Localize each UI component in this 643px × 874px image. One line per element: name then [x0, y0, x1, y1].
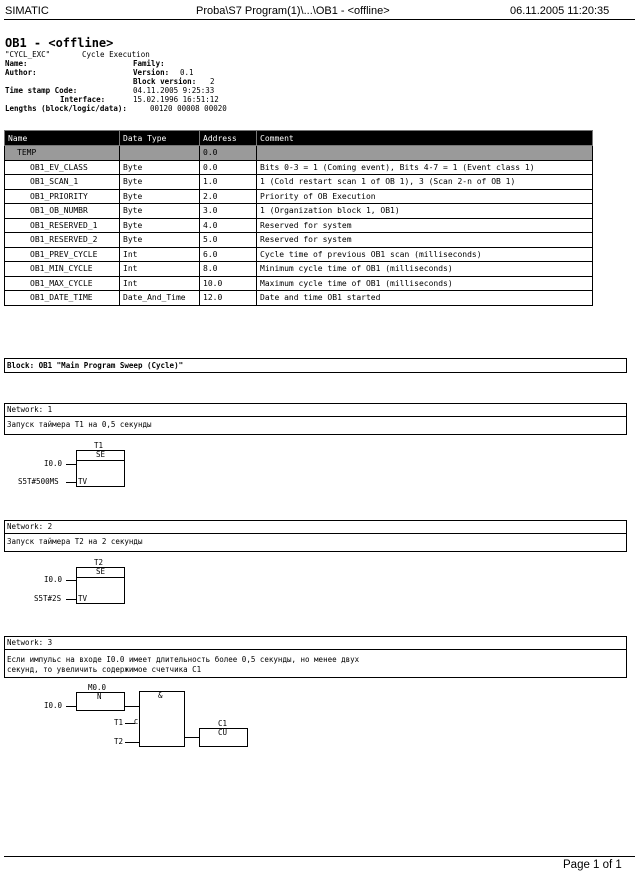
page-number: Page 1 of 1: [563, 859, 622, 871]
var-address: 3.0: [200, 204, 257, 219]
edge-type: N: [97, 692, 102, 701]
var-address: 0.0: [200, 160, 257, 175]
block-title: OB1 - <offline>: [5, 36, 114, 50]
version-value: 0.1: [180, 68, 194, 77]
var-comment: Maximum cycle time of OB1 (milliseconds): [257, 276, 593, 291]
block-version-label: Block version:: [133, 77, 197, 86]
table-row: [5, 247, 593, 262]
table-row: [5, 189, 593, 204]
network-2-comment: Запуск таймера Т2 на 2 секунды: [4, 534, 627, 552]
col-comment: Comment: [257, 131, 593, 146]
var-address: 4.0: [200, 218, 257, 233]
interface-label: Interface:: [60, 95, 106, 104]
name-label: Name:: [5, 59, 28, 68]
var-address: 5.0: [200, 233, 257, 248]
var-address: 1.0: [200, 175, 257, 190]
header-datetime: 06.11.2005 11:20:35: [510, 5, 610, 17]
network-3-input-wire: [66, 706, 76, 707]
table-row: [5, 175, 593, 190]
var-comment: Minimum cycle time of OB1 (milliseconds): [257, 262, 593, 277]
table-row: [5, 233, 593, 248]
table-row: [5, 204, 593, 219]
var-name: OB1_RESERVED_2: [5, 233, 120, 248]
lengths-label: Lengths (block/logic/data):: [5, 104, 127, 113]
var-type: Byte: [120, 160, 200, 175]
interface-timestamp: 15.02.1996 16:51:12: [133, 95, 219, 104]
negation-mark: C: [134, 718, 139, 726]
var-address: 2.0: [200, 189, 257, 204]
network-1-label: Network: 1: [4, 403, 627, 417]
temp-row: [5, 146, 593, 161]
edge-address: M0.0: [88, 683, 107, 692]
family-label: Family:: [133, 59, 165, 68]
col-address: Address: [200, 131, 257, 146]
table-row: [5, 276, 593, 291]
network-1-comment: Запуск таймера Т1 на 0,5 секунды: [4, 417, 627, 435]
var-type: Byte: [120, 175, 200, 190]
var-type: Byte: [120, 218, 200, 233]
version-label: Version:: [133, 68, 170, 77]
var-comment: Bits 0-3 = 1 (Coming event), Bits 4-7 = 1 (Event class 1): [257, 160, 593, 175]
var-type: Int: [120, 247, 200, 262]
var-comment: 1 (Organization block 1, OB1): [257, 204, 593, 219]
network-2-label: Network: 2: [4, 520, 627, 534]
counter-pin: CU: [218, 728, 228, 737]
var-address: 10.0: [200, 276, 257, 291]
var-name: OB1_PRIORITY: [5, 189, 120, 204]
var-type: Date_And_Time: [120, 291, 200, 306]
declaration-table: [4, 130, 593, 306]
var-type: Byte: [120, 189, 200, 204]
var-name: OB1_MIN_CYCLE: [5, 262, 120, 277]
var-name: OB1_OB_NUMBR: [5, 204, 120, 219]
and-output-wire: [185, 737, 199, 738]
and-input-t2-wire: [125, 742, 139, 743]
block-symbol: "CYCL_EXC": [5, 50, 51, 59]
table-row: [5, 262, 593, 277]
var-comment: Reserved for system: [257, 218, 593, 233]
var-name: OB1_RESERVED_1: [5, 218, 120, 233]
var-name: OB1_EV_CLASS: [5, 160, 120, 175]
timer-t2-input: I0.0: [44, 575, 63, 584]
timer-t2-divider: [76, 577, 125, 578]
header-path: Proba\S7 Program(1)\...\OB1 - <offline>: [196, 5, 390, 17]
timer-t2-name: T2: [94, 558, 104, 567]
block-line: Block: OB1 "Main Program Sweep (Cycle)": [4, 358, 627, 373]
var-name: OB1_PREV_CYCLE: [5, 247, 120, 262]
temp-label: TEMP: [5, 146, 120, 161]
var-address: 8.0: [200, 262, 257, 277]
table-header-row: [5, 131, 593, 146]
temp-address: 0.0: [200, 146, 257, 161]
timer-t2-tv-value: S5T#2S: [34, 594, 62, 603]
var-type: Int: [120, 262, 200, 277]
author-label: Author:: [5, 68, 37, 77]
timer-t1-input-wire: [66, 464, 76, 465]
var-address: 12.0: [200, 291, 257, 306]
var-comment: 1 (Cold restart scan 1 of OB 1), 3 (Scan 2-n of OB 1): [257, 175, 593, 190]
timer-t1-divider: [76, 460, 125, 461]
var-name: OB1_MAX_CYCLE: [5, 276, 120, 291]
and-input-t2: T2: [114, 737, 124, 746]
lengths-value: 00120 00008 00020: [150, 104, 227, 113]
edge-to-and-wire: [125, 706, 140, 707]
timer-t1-name: T1: [94, 441, 104, 450]
block-symbol-comment: Cycle Execution: [82, 50, 150, 59]
timer-t1-tv-pin: TV: [78, 477, 88, 486]
network-3-label: Network: 3: [4, 636, 627, 650]
col-data-type: Data Type: [120, 131, 200, 146]
var-type: Int: [120, 276, 200, 291]
network-3-comment-line-2: секунд, то увеличить содержимое счетчика С1: [7, 665, 202, 674]
counter-name: C1: [218, 719, 228, 728]
table-row: [5, 291, 593, 306]
var-comment: Priority of OB Execution: [257, 189, 593, 204]
header-app: SIMATIC: [5, 5, 49, 17]
table-row: [5, 160, 593, 175]
block-version-value: 2: [210, 77, 215, 86]
var-name: OB1_DATE_TIME: [5, 291, 120, 306]
var-name: OB1_SCAN_1: [5, 175, 120, 190]
timer-t2-input-wire: [66, 580, 76, 581]
code-timestamp: 04.11.2005 9:25:33: [133, 86, 215, 95]
col-name: Name: [5, 131, 120, 146]
var-type: Byte: [120, 204, 200, 219]
footer-rule: [4, 856, 635, 857]
table-row: [5, 218, 593, 233]
and-symbol: &: [158, 691, 163, 700]
var-comment: Date and time OB1 started: [257, 291, 593, 306]
timer-t1-type: SE: [96, 450, 106, 459]
and-input-t1: T1: [114, 718, 124, 727]
timer-t1-input: I0.0: [44, 459, 63, 468]
timer-t1-tv-wire: [66, 482, 76, 483]
timer-t2-tv-pin: TV: [78, 594, 88, 603]
var-comment: Reserved for system: [257, 233, 593, 248]
var-type: Byte: [120, 233, 200, 248]
timestamp-label: Time stamp Code:: [5, 86, 78, 95]
network-3-comment-line-1: Если импульс на входе I0.0 имеет длительность более 0,5 секунды, но менее двух: [7, 655, 360, 664]
header-rule: [4, 19, 635, 20]
timer-t2-type: SE: [96, 567, 106, 576]
timer-t2-tv-wire: [66, 599, 76, 600]
network-3-comment: [4, 650, 627, 678]
network-3-input: I0.0: [44, 701, 63, 710]
var-comment: Cycle time of previous OB1 scan (milliseconds): [257, 247, 593, 262]
var-address: 6.0: [200, 247, 257, 262]
timer-t1-tv-value: S5T#500MS: [18, 477, 59, 486]
